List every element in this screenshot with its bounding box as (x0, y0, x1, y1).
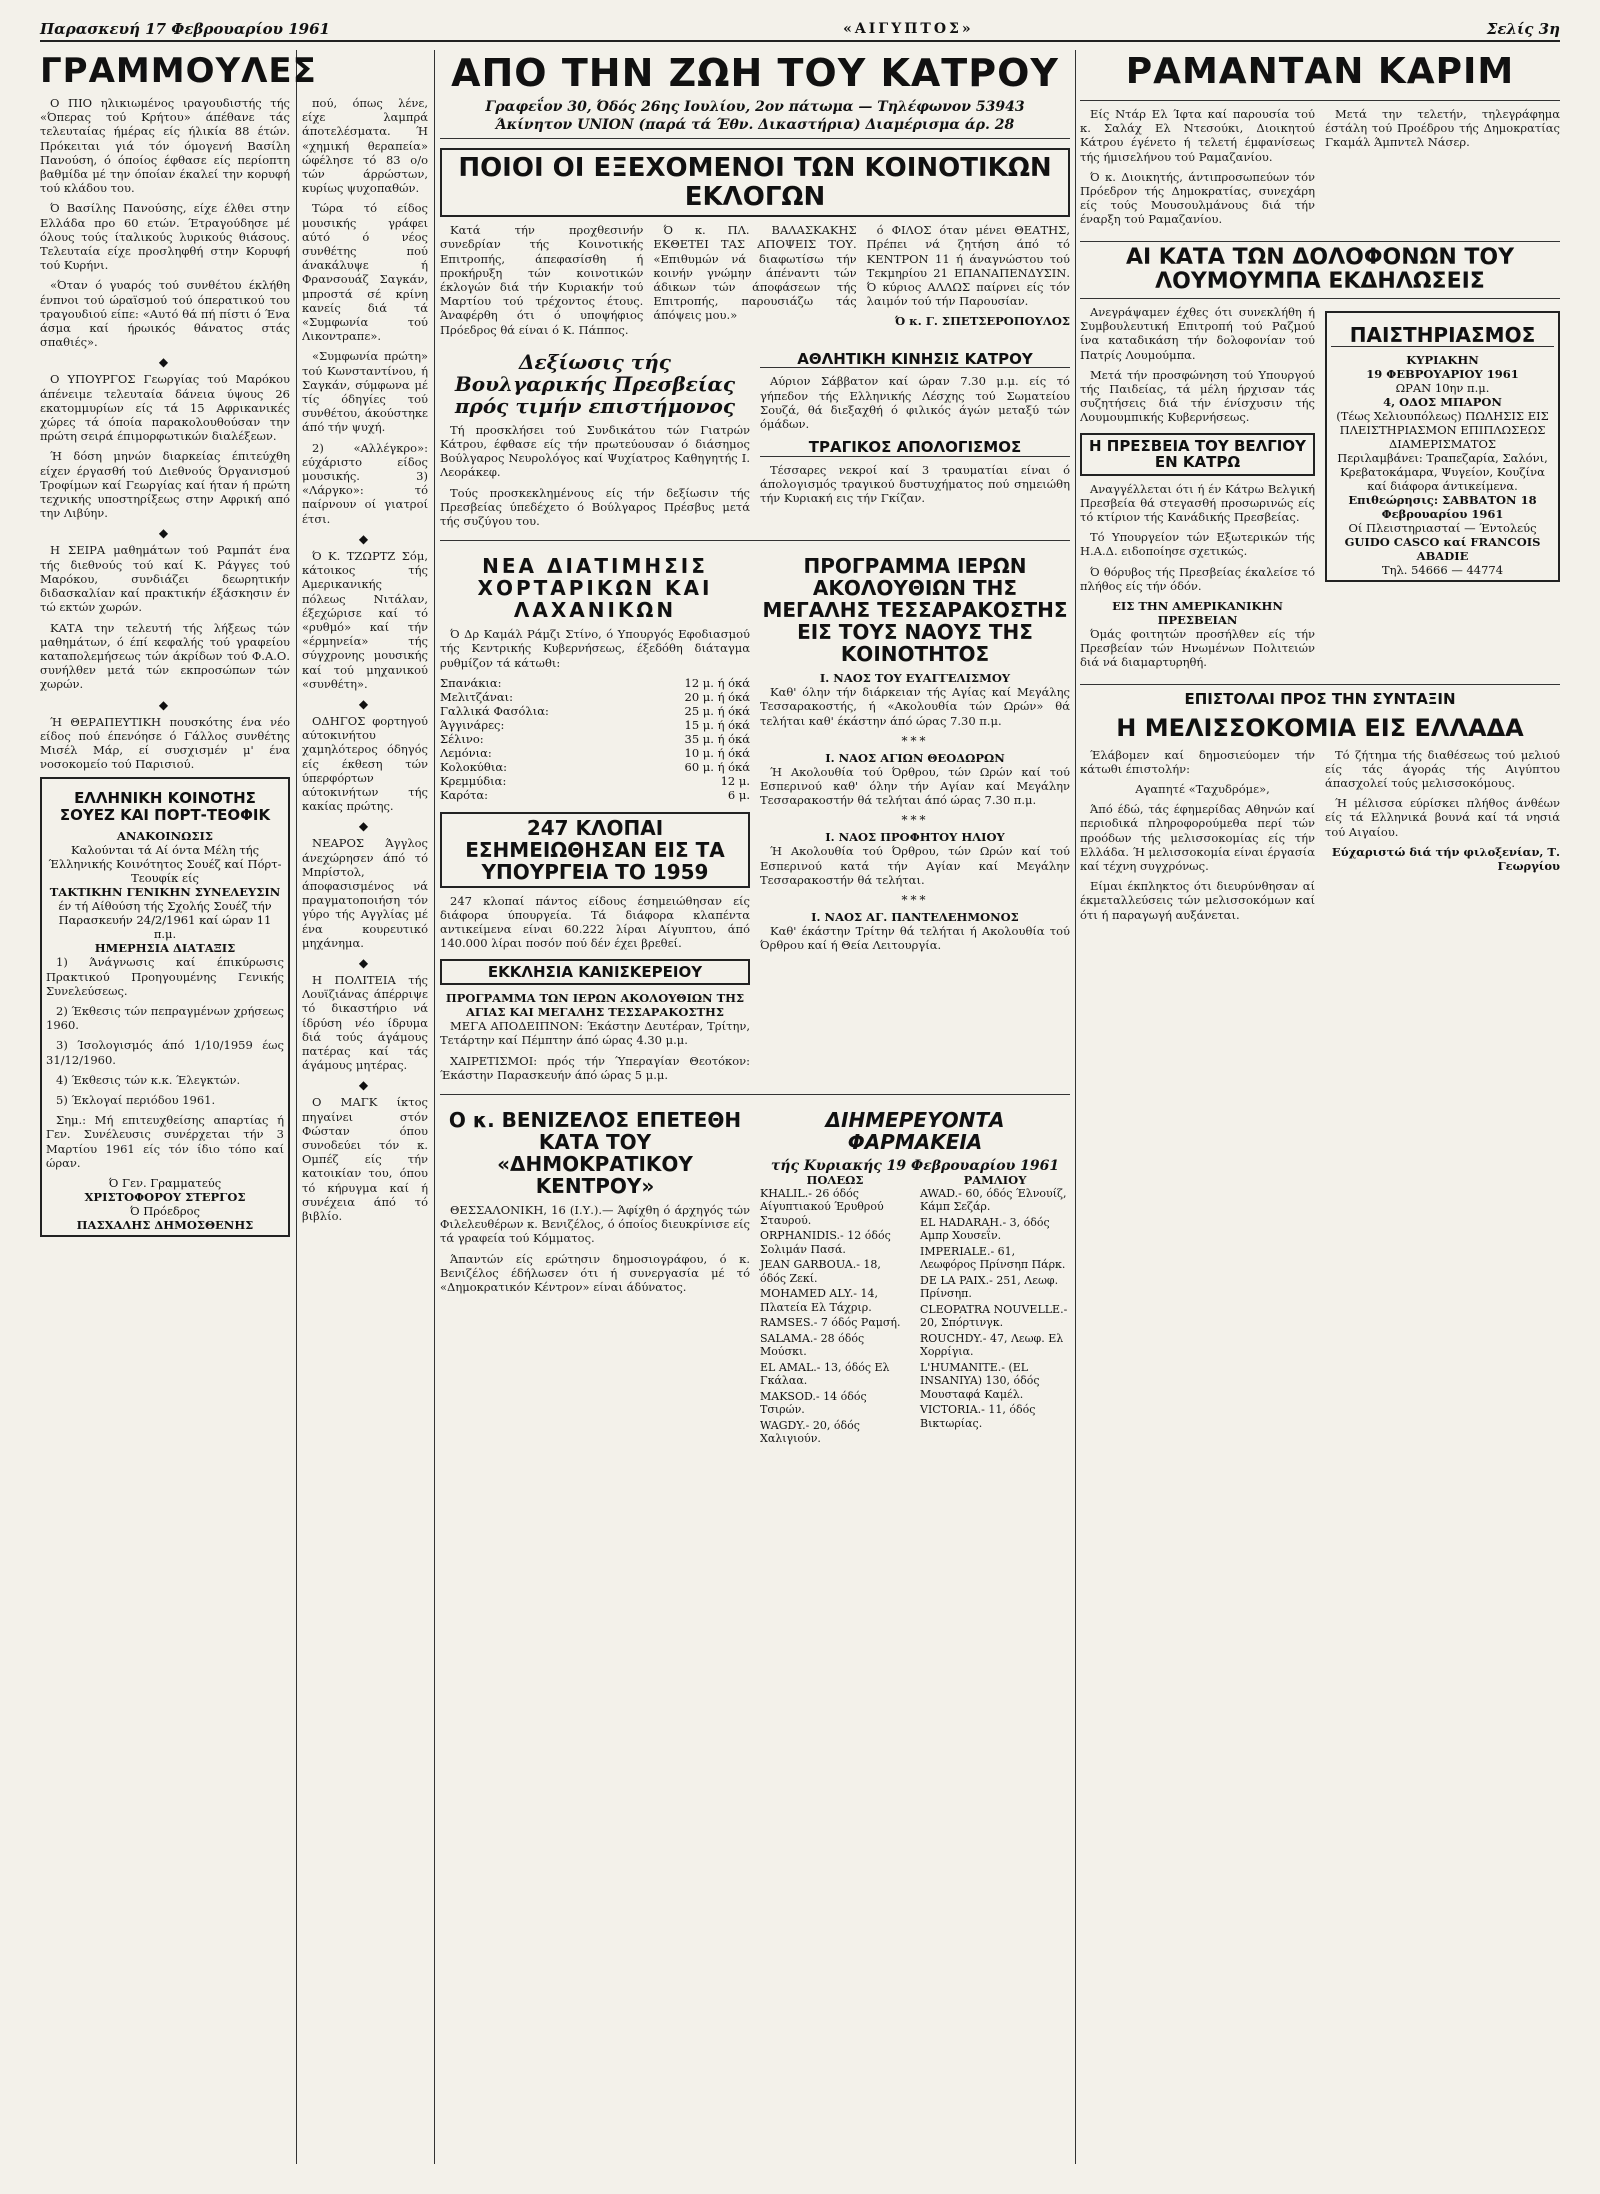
notice-assembly: ΤΑΚΤΙΚΗΝ ΓΕΝΙΚΗΝ ΣΥΝΕΛΕΥΣΙΝ (49, 885, 281, 900)
article-paragraph: ΝΕΑΡΟΣ Άγγλος άνεχώρησεν άπό τό Μπρίστολ, άποφασισμένος νά πραγματοποιήση τόν γύρο τής Αγγλίας μέ ένα κουρευτικό μηχάνημα. (302, 836, 428, 950)
article-paragraph: ΧΑΙΡΕΤΙΣΜΟΙ: πρός τήν Ύπεραγίαν Θεοτόκον: Έκάστην Παρασκευήν άπό ώρας 5 μ.μ. (440, 1053, 750, 1082)
price-value: 6 μ. (727, 787, 750, 802)
story-row-venizelos (440, 1101, 1070, 1448)
article-paragraph: Ό θόρυβος τής Πρεσβείας έκαλείσε τό πλήθος είς τήν όδόν. (1080, 564, 1315, 593)
column-grammoules-cont (302, 96, 428, 2164)
price-row (440, 718, 750, 732)
church-title: ΕΚΚΛΗΣΙΑ ΚΑΝΙΣΚΕΡΕΙΟΥ (440, 959, 750, 986)
pharmacies-area: ΡΑΜΛΙΟΥ (963, 1172, 1027, 1187)
price-row (440, 746, 750, 760)
article-paragraph: Ό Βασίλης Πανούσης, είχε έλθει στην Ελλάδα προ 60 ετών. Έτραγούδησε μέ όλους τούς ίταλικούς λυρικούς θιάσους. Τελευταία είχε προσληφθή στην Κορυφή τού Κυρήνι. (40, 201, 290, 273)
lenten-section: Ι. ΝΑΟΣ ΑΓΙΩΝ ΘΕΟΔΩΡΩΝ (825, 750, 1005, 765)
article-paragraph: Η ΠΟΛΙΤΕΙΑ τής Λουϊζιάνας άπέρριψε τό δικαστήριο νά ίδρύση νέο ίδρυμα διά τούς άγάμους πατέρας καί τάς άγάμους μητέρας. (302, 972, 428, 1073)
price-item: Άγγινάρες: (440, 717, 505, 732)
article-paragraph: Τό Υπουργείον τών Εξωτερικών τής Η.Α.Δ. ειδοποίησε σχετικώς. (1080, 530, 1315, 559)
price-row (440, 788, 750, 802)
pharmacies-subtitle: τής Κυριακής 19 Φεβρουαρίου 1961 (770, 1157, 1060, 1174)
article-paragraph: πού, όπως λένε, είχε λαμπρά άποτελέσματα. Ή «χημική θεραπεία» ώφέλησε τό 83 ο/ο τών άρρώστων, κυρίως ψυχοπαθών. (302, 96, 428, 196)
pharmacy-entry: ORPHANIDIS.- 12 όδός Σολιμάν Πασά. (760, 1229, 891, 1256)
price-row (440, 774, 750, 788)
pharmacy-entry: VICTORIA.- 11, όδός Βικτωρίας. (920, 1403, 1036, 1430)
notice-body: Καλούνται τά Αί όντα Μέλη τής Έλληνικής Κοινότητος Σουέζ καί Πόρτ-Τεουφίκ είς (48, 843, 282, 886)
notice-when: έν τή Αίθούση τής Σχολής Σουέζ τήν Παρασκευήν 24/2/1961 καί ώραν 11 π.μ. (58, 899, 272, 942)
article-paragraph: Έλάβομεν καί δημοσιεύομεν τήν κάτωθι έπιστολήν: (1080, 747, 1315, 776)
auction-address: 4, ΟΔΟΣ ΜΠΑΡΟΝ (1383, 395, 1502, 409)
auction-title: ΠΑΙΣΤΗΡΙΑΣΜΟΣ (1331, 324, 1554, 347)
pharmacy-entry: WAGDY.- 20, όδός Χαλιγιούν. (760, 1418, 860, 1446)
pharmacy-entry: AWAD.- 60, όδός Έλνουίζ, Κάμπ Σεζάρ. (920, 1186, 1067, 1214)
price-row (440, 704, 750, 718)
auction-auctioneers: GUIDO CASCO καί FRANCOIS ABADIE (1344, 535, 1541, 563)
notice-signer: ΧΡΙΣΤΟΦΟΡΟΥ ΣΤΕΡΓΟΣ (84, 1189, 246, 1204)
notice-note: Σημ.: Μή επιτευχθείσης απαρτίας ή Γεν. Συνέλευσις συνέρχεται τήν 3 Μαρτίου 1961 είς τόν ίδιο τόπο καί ώραν. (46, 1113, 284, 1170)
auction-time: ΩΡΑΝ 10ην π.μ. (1395, 381, 1490, 395)
pharmacy-entry: SALAMA.- 28 όδός Μούσκι. (760, 1331, 865, 1359)
prices-intro: Ό Δρ Καμάλ Ράμζι Στίνο, ό Υπουργός Εφοδιασμού τής Κεντρικής Κυβερνήσεως, έξεδόθη διάταγμα ρυθμίζον τά κάτωθι: (440, 627, 750, 670)
article-paragraph: ΚΑΤΑ την τελευτή τής λήξεως τών μαθημάτων, ό έπί κεφαλής τού γραφείου καταπολεμήσεως τών άκρίδων τού Φ.Α.Ο. συνήλθεν μετά τών εκπροσώπων τών χωρών. (40, 620, 290, 692)
office-address (440, 98, 1070, 139)
page-number: Σελίς 3η (1486, 20, 1560, 38)
notice-signed-label: Ό Πρόεδρος (130, 1203, 200, 1218)
separator-ornament: ◆ (358, 531, 372, 546)
price-item: Γαλλικά Φασόλια: (440, 703, 549, 718)
article-paragraph: ΘΕΣΣΑΛΟΝΙΚΗ, 16 (Ι.Υ.).— Άφίχθη ό άρχηγός τών Φιλελευθέρων κ. Βενιζέλος, ό όποίος διευκρίνισε είς τά γραφεία τού Κόμματος. (440, 1202, 750, 1246)
masthead: «ΑΙΓΥΠΤΟΣ» (843, 21, 974, 37)
article-paragraph: Τούς προσκεκλημένους είς τήν δεξίωσιν τής Πρεσβείας ύπεδέχετο ό Βούλγαρος Πρέσβυς μετά τής συζύγου του. (440, 485, 750, 529)
agenda-item: 1) Άνάγνωσις καί έπικύρωσις Πρακτικού Προηγουμένης Γενικής Συνελεύσεως. (46, 955, 284, 998)
price-item: Σπανάκια: (440, 675, 502, 690)
sports-subhead: ΑΘΛΗΤΙΚΗ ΚΙΝΗΣΙΣ ΚΑΤΡΟΥ (760, 351, 1070, 369)
story-elections-body (440, 223, 1070, 343)
article-paragraph: «Όταν ό γυαρός τού συνθέτου έκλήθη ένπνοι τού ώραϊσμού τού όπερατικού του τραγουδιού είπε: «Αυτό θά πή πίστι ό Ένα άσμα καί ήρωικός θάνατος στάς σπαθιές». (40, 278, 290, 350)
pharmacy-entry: EL AMAL.- 13, όδός Ελ Γκάλαα. (760, 1360, 890, 1388)
pharmacies-lists (760, 1173, 1070, 1448)
separator-ornament: ◆ (358, 1078, 372, 1093)
column-rule (434, 50, 435, 2164)
price-value: 15 μ. ή όκά (684, 717, 750, 732)
article-paragraph: Όμάς φοιτητών προσήλθεν είς τήν Πρεσβείαν τών Ηνωμένων Πολιτειών διά νά διαμαρτυρηθή. (1080, 627, 1315, 670)
article-paragraph: ό ΦΙΛΟΣ όταν μένει ΘΕΑΤΗΣ, Πρέπει νά ζητήση άπό τό ΚΕΝΤΡΟΝ 11 ή άναγνώστου τού Τεκμηρίου 21 ΕΠΑΝΑΠΕΝΔΥΣΙΝ. Ό κύριος ΑΛΛΩΣ παίρνει είς τόν λαιμόν τού τήν Παρουσίαν. (866, 223, 1070, 309)
article-paragraph: Ή μέλισσα εύρίσκει πλήθος άνθέων είς τά Ελληνικά βουνά καί τά νησιά τού Αιγαίου. (1325, 796, 1560, 839)
article-paragraph: 247 κλοπαί πάντος είδους έσημειώθησαν είς διάφορα ύπουργεία. Τά διάφορα κλαπέντα αντικείμενα είναι 60.222 λίραι Αίγυπτου, άπό 140.000 λίραι ποσόν πού δέν έχει βρεθεί. (440, 893, 750, 951)
article-paragraph: Τώρα τό είδος μουσικής γράφει αύτό ό νέος συνθέτης πού άνακάλυψε ή Φρανσουάζ Σαγκάν, μπροστά σέ κρίνη κανείς διά τά «Συμφωνία τού Λικοντραπε». (302, 201, 428, 344)
community-notice (40, 777, 290, 1237)
article-paragraph: Ή Ακολουθία τού Όρθρου, τών Ωρών καί τού Εσπερινού καθ' όλην τήν Αγίαν καί Μεγάλην Τεσσαρακοστήν θά τελήται άπό ώρας 7.30 π.μ. (760, 764, 1070, 808)
article-paragraph: Καθ' όλην τήν διάρκειαν τής Αγίας καί Μεγάλης Τεσσαρακοστής, ή «Ακολουθία τών Ωρών» θά τελήται καθ' έκάστην άπό ώρας 7.30 π.μ. (760, 685, 1070, 728)
price-value: 12 μ. (720, 773, 750, 788)
price-value: 25 μ. ή όκά (684, 703, 750, 718)
price-value: 20 μ. ή όκά (684, 689, 750, 704)
story-reception-title: Δεξίωσις τής Βουλγαρικής Πρεσβείας πρός τιμήν επιστήμονος (454, 349, 736, 418)
letter-salutation: Αγαπητέ «Ταχυδρόμε», (1135, 781, 1270, 796)
column-katrou (440, 146, 1070, 2164)
article-paragraph: Η ΣΕΙΡΑ μαθημάτων τού Ραμπάτ ένα τής διεθνούς τού καί Κ. Ράγγες τού Μαρόκου, συνδιάζει δεωρητικήν διδασκαλίαν καί πρακτικήν έξάσκησιν έν τώ εκτών χωρών. (40, 543, 290, 615)
auction-desc: (Τέως Χελιουπόλεως) ΠΩΛΗΣΙΣ ΕΙΣ ΠΛΕΙΣΤΗΡΙΑΣΜΟΝ ΕΠΙΠΛΩΣΕΩΣ ΔΙΑΜΕΡΙΣΜΑΤΟΣ (1336, 409, 1549, 451)
pharmacy-entry: DE LA PAIX.- 251, Λεωφ. Πρίνσηπ. (920, 1273, 1059, 1301)
lenten-section: Ι. ΝΑΟΣ ΤΟΥ ΕΥΑΓΓΕΛΙΣΜΟΥ (819, 671, 1011, 686)
article-paragraph: Ή Ακολουθία τού Όρθρου, τών Ωρών καί τού Εσπερινού κατά τήν Αγίαν καί Μεγάλην Τεσσαρακοστήν θά τελήται. (760, 844, 1070, 887)
running-head (40, 18, 1560, 42)
ramadan-body (1080, 107, 1560, 233)
notice-title: ΕΛΛΗΝΙΚΗ ΚΟΙΝΟΤΗΣ ΣΟΥΕΖ ΚΑΙ ΠΟΡΤ-ΤΕΟΦΙΚ (59, 789, 271, 824)
article-paragraph: Άπό έδώ, τάς έφημερίδας Αθηνών καί περιοδικά πληροφορούμεθα περί τών προόδων τής μελισσοκομίας είς τήν Ελλάδα. Ή μελισσοκομία είναι έργασία καί τέχνη συγχρόνως. (1080, 802, 1315, 873)
price-row (440, 760, 750, 774)
separator-ornament: *** (901, 813, 929, 828)
agenda-item: 4) Έκθεσις τών κ.κ. Έλεγκτών. (56, 1072, 241, 1087)
separator-ornament: *** (901, 733, 929, 748)
price-item: Μελιτζάναι: (440, 689, 514, 704)
venizelos-title: Ο κ. ΒΕΝΙΖΕΛΟΣ ΕΠΕΤΕΘΗ ΚΑΤΑ ΤΟΥ «ΔΗΜΟΚΡΑΤΙΚΟΥ ΚΕΝΤΡΟΥ» (448, 1107, 742, 1198)
accident-subhead: ΤΡΑΓΙΚΟΣ ΑΠΟΛΟΓΙΣΜΟΣ (760, 439, 1070, 457)
pharmacy-entry: MOHAMED ALY.- 14, Πλατεία Ελ Τάχριρ. (760, 1287, 879, 1314)
lumumba-title: ΑΙ ΚΑΤΑ ΤΩΝ ΔΟΛΟΦΟΝΩΝ ΤΟΥ ΛΟΥΜΟΥΜΠΑ ΕΚΔΗΛΩΣΕΙΣ (1080, 241, 1560, 299)
article-paragraph: Ο ΥΠΟΥΡΓΟΣ Γεωργίας τού Μαρόκου άπένειμε τελευταία δάνεια ύψους 26 εκατομμυρίων είς τά 15 Αφρικανικές χώρες τά όποία παρακολουθούσαν την πρώτη σειρά έπιμορφωτικών διαλέξεων. (40, 372, 290, 444)
column-grammoules (40, 96, 290, 2164)
auction-inspection: Επιθεώρησις: ΣΑΒΒΑΤΟΝ 18 Φεβρουαρίου 1961 (1348, 493, 1537, 521)
article-paragraph: Ο ΠΙΟ ηλικιωμένος ιραγουδιστής τής «Όπερας τού Κρήτου» άπέθανε τάς τελευταίας ήμέρας είς ήλικία 88 έτών. Πρόκειται γιά τόν όμογενή Βασίλη Πανούση, ό όποίος έφθασε είς περίοπτη βαθμίδα μέ την όποίαν έκαλεί την κορυφή τού κλάδου του. (40, 96, 290, 196)
column-ramadan (1080, 100, 1560, 2164)
divider (440, 1094, 1070, 1095)
pharmacies-area: ΠΟΛΕΩΣ (806, 1172, 864, 1187)
church-subtitle: ΠΡΟΓΡΑΜΜΑ ΤΩΝ ΙΕΡΩΝ ΑΚΟΛΟΥΘΙΩΝ ΤΗΣ ΑΓΙΑΣ ΚΑΙ ΜΕΓΑΛΗΣ ΤΕΣΣΑΡΑΚΟΣΤΗΣ (445, 991, 745, 1020)
lumumba-body (1080, 305, 1560, 676)
article-paragraph: 2) «Αλλέγκρο»: εύχάριστο είδος μουσικής. 3) «Λάργκο»: τό παίρνουν οί γιατροί έτσι. (302, 440, 428, 526)
price-item: Σέλινο: (440, 731, 484, 746)
separator-ornament: ◆ (158, 697, 172, 712)
story-row-prices (440, 547, 1070, 1088)
article-paragraph: Είμαι έκπληκτος ότι διευρύνθησαν αί έκμεταλλεύσεις τών μελισσοκόμων καί ότι ή παραγωγή αυξάνεται. (1080, 879, 1315, 922)
agenda-item: 5) Έκλογαί περιόδου 1961. (56, 1092, 216, 1107)
article-paragraph: Αύριον Σάββατον καί ώραν 7.30 μ.μ. είς τό γήπεδον τής Ελληνικής Λέσχης τού Σωματείου Σουζά, θά διεξαχθή ό φιλικός άγών μεταξύ τών όμάδων. (760, 374, 1070, 431)
price-value: 12 μ. ή όκά (684, 675, 750, 690)
price-item: Κρεμμύδια: (440, 773, 507, 788)
auction-phone: Τηλ. 54666 — 44774 (1381, 563, 1504, 577)
separator-ornament: ◆ (358, 819, 372, 834)
letters-title: ΕΠΙΣΤΟΛΑΙ ΠΡΟΣ ΤΗΝ ΣΥΝΤΑΞΙΝ (1080, 684, 1560, 708)
notice-agenda-title: ΗΜΕΡΗΣΙΑ ΔΙΑΤΑΞΙΣ (94, 941, 236, 956)
agenda-item: 3) Ίσολογισμός άπό 1/10/1959 έως 31/12/1960. (46, 1038, 284, 1067)
separator-ornament: ◆ (358, 955, 372, 970)
notice-signer: ΠΑΣΧΑΛΗΣ ΔΗΜΟΣΘΕΝΗΣ (76, 1217, 254, 1232)
article-paragraph: ΜΕΓΑ ΑΠΟΔΕΙΠΝΟΝ: Έκάστην Δευτέραν, Τρίτην, Τετάρτην καί Πέμπτην άπό ώρας 4.30 μ.μ. (440, 1019, 750, 1048)
article-paragraph: Ή ΘΕΡΑΠΕΥΤΙΚΗ πουσκότης ένα νέο είδος πού έπενόησε ό Γάλλος συνθέτης Μισέλ Μάρ, εί συσχισμέν μ' ένα νοσοκομείο τού Παρισιού. (40, 714, 290, 772)
price-value: 10 μ. ή όκά (684, 745, 750, 760)
issue-date: Παρασκευή 17 Φεβρουαρίου 1961 (40, 20, 330, 38)
price-item: Λεμόνια: (440, 745, 492, 760)
article-paragraph: Κατά τήν προχθεσινήν συνεδρίαν τής Κοινοτικής Επιτροπής, άπεφασίσθη ή προκήρυξη τών κοινοτικών έκλογών διά τήν Κυριακήν τού Μαρτίου τού τρέχοντος έτους. Άναφέρθη ότι ό υποψήφιος Πρόεδρος θά είναι ό Κ. Πάππος. (440, 223, 644, 337)
price-value: 35 μ. ή όκά (684, 731, 750, 746)
article-paragraph: Τή προσκλήσει τού Συνδικάτου τών Γιατρών Κάτρου, έφθασε είς τήν πρωτεύουσαν ό διάσημος Βούλγαρος Νευρολόγος καί Ψυχίατρος Καθηγητής Ι. Λεοράκεφ. (440, 422, 750, 480)
headline-ramadan: ΡΑΜΑΝΤΑΝ ΚΑΡΙΜ (1125, 51, 1515, 92)
thefts-title: 247 ΚΛΟΠΑΙ ΕΣΗΜΕΙΩΘΗΣΑΝ ΕΙΣ ΤΑ ΥΠΟΥΡΓΕΙΑ ΤΟ 1959 (440, 812, 750, 888)
pharmacy-entry: IMPERIALE.- 61, Λεωφόρος Πρίνσηπ Πάρκ. (920, 1244, 1066, 1272)
pharmacies-title: ΔΙΗΜΕΡΕΥΟΝΤΑ ΦΑΡΜΑΚΕΙΑ (825, 1107, 1005, 1154)
article-paragraph: Ή δόση μηνών διαρκείας έπιτεύχθη είχεν έργασθή τού Διεθνούς Όργανισμού Τροφίμων καί Γεωργίας καί ήταν ή πρώτη τεχνικής υποστηρίξεως στην Αφρική από την Λιβύην. (40, 449, 290, 521)
pharmacy-entry: MAKSOD.- 14 όδός Τσιρών. (760, 1389, 867, 1417)
price-value: 60 μ. ή όκά (684, 759, 750, 774)
separator-ornament: ◆ (158, 355, 172, 370)
pharmacy-entry: L'HUMANITE.- (EL INSANIYA) 130, όδός Μουσταφά Καμέλ. (920, 1360, 1040, 1401)
article-paragraph: Άπαντών είς ερώτησιν δημοσιογράφου, ό κ. Βενιζέλος έδήλωσεν ότι ή συνεργασία μέ τό «Δημοκρατικόν Κέντρον» είναι άδύνατος. (440, 1251, 750, 1294)
article-paragraph: Αναγγέλλεται ότι ή έν Κάτρω Βελγική Πρεσβεία θά στεγασθή προσωρινώς είς τό κτίριον τής Κανάδικής Πρεσβείας. (1080, 481, 1315, 525)
headline-grammoules: ΓΡΑΜΜΟΥΛΕΣ (40, 51, 317, 91)
prices-title: ΝΕΑ ΔΙΑΤΙΜΗΣΙΣ ΧΟΡΤΑΡΙΚΩΝ ΚΑΙ ΛΑΧΑΝΙΚΩΝ (477, 554, 713, 623)
address-line: Γραφεΐον 30, Όδός 26ης Ιουλίου, 2ον πάτωμα — Τηλέφωνον 53943 (485, 99, 1025, 115)
notice-signed-label: Ό Γεν. Γραμματεύς (108, 1175, 222, 1190)
pharmacy-entry: CLEOPATRA NOUVELLE.- 20, Σπόρτινγκ. (920, 1302, 1068, 1330)
headline-zoi-katrou: ΑΠΟ ΤΗΝ ΖΩΗ ΤΟΥ ΚΑΤΡΟΥ (451, 51, 1059, 95)
auction-day: ΚΥΡΙΑΚΗΝ (1406, 353, 1479, 367)
lenten-title: ΠΡΟΓΡΑΜΜΑ ΙΕΡΩΝ ΑΚΟΛΟΥΘΙΩΝ ΤΗΣ ΜΕΓΑΛΗΣ ΤΕΣΣΑΡΑΚΟΣΤΗΣ ΕΙΣ ΤΟΥΣ ΝΑΟΥΣ ΤΗΣ ΚΟΙΝΟΤΗΤΟΣ (762, 554, 1068, 667)
beekeeping-body (1080, 748, 1560, 928)
pharmacy-entry: ROUCHDY.- 47, Λεωφ. Ελ Χορρίγια. (920, 1331, 1064, 1359)
column-rule (1075, 50, 1076, 2164)
article-paragraph: Μετά τήν προσφώνηση τού Υπουργού τής Παιδείας, τά μέλη ήρχισαν τάς συζητήσεις διά τήν ένίσχυσιν τής Λουμουμπικής Κυβερνήσεως. (1080, 367, 1315, 425)
american-embassy-subhead: ΕΙΣ ΤΗΝ ΑΜΕΡΙΚΑΝΙΚΗΝ ΠΡΕΣΒΕΙΑΝ (1112, 599, 1283, 628)
article-signature: Ό κ. Γ. ΣΠΕΤΣΕΡΟΠΟΥΛΟΣ (894, 314, 1070, 329)
article-paragraph: «Συμφωνία πρώτη» τού Κωνσταντίνου, ή Σαγκάν, σύμφωνα μέ τίς όδηγίες τού συνθέτου, άκούστηκε άπό τήν ψυχή. (302, 349, 428, 435)
story-row-embassy (440, 343, 1070, 534)
price-row (440, 690, 750, 704)
auction-sign: Οί Πλειστηριασταί — Έντολεύς (1348, 521, 1537, 535)
divider (440, 540, 1070, 541)
beekeeping-title: Η ΜΕΛΙΣΣΟΚΟΜΙΑ ΕΙΣ ΕΛΛΑΔΑ (1116, 714, 1524, 743)
address-line: Άκίνητον UNION (παρά τά Έθν. Δικαστήρια) Διαμέρισμα άρ. 28 (495, 117, 1015, 134)
belgian-embassy-title: Η ΠΡΕΣΒΕΙΑ ΤΟΥ ΒΕΛΓΙΟΥ ΕΝ ΚΑΤΡΩ (1080, 433, 1315, 476)
separator-ornament: ◆ (358, 696, 372, 711)
article-paragraph: Ό κ. ΠΛ. ΒΑΛΑΣΚΑΚΗΣ ΕΚΘΕΤΕΙ ΤΑΣ ΑΠΟΨΕΙΣ ΤΟΥ. «Επιθυμών νά διαφωτίσω τήν κοινήν γνώμην άπέναντι τών άδικων τών άποφάσεων τής Επιτροπής, παρουσιάζω τάς άπόψεις μου.» (653, 223, 857, 323)
article-paragraph: Καθ' έκάστην Τρίτην θά τελήται ή Ακολουθία τού Όρθρου καί ή Θεία Λειτουργία. (760, 924, 1070, 953)
auction-items: Περιλαμβάνει: Τραπεζαρία, Σαλόνι, Κρεβατοκάμαρα, Ψυγείον, Κουζίνα καί διάφορα άντικείμενα. (1337, 451, 1548, 493)
lenten-section: Ι. ΝΑΟΣ ΠΡΟΦΗΤΟΥ ΗΛΙΟΥ (825, 830, 1005, 845)
column-rule (296, 50, 297, 2164)
story-elections-title: ΠΟΙΟΙ ΟΙ ΕΞΕΧΟΜΕΝΟΙ ΤΩΝ ΚΟΙΝΟΤΙΚΩΝ ΕΚΛΟΓΩΝ (440, 148, 1070, 217)
pharmacy-entry: EL HADARAH.- 3, όδός Αμπρ Χουσεΐν. (920, 1215, 1050, 1243)
article-paragraph: Ο ΜΑΓΚ ίκτος πηγαίνει στόν Φώσταν όπου συνοδεύει τόν κ. Ομπέζ είς τήν κατοικίαν του, όπου τό κήρυγμα καί ή συνέχεια άπό τό βιβλίο. (302, 1095, 428, 1224)
agenda-item: 2) Έκθεσις τών πεπραγμένων χρήσεως 1960. (46, 1003, 284, 1033)
article-paragraph: Ανεγράψαμεν έχθες ότι συνεκλήθη ή Συμβουλευτική Επιτροπή τού Ραζμού ίνα καταδικάση τήν δολοφονίαν τού Πατρίς Λουμούμπα. (1080, 305, 1315, 362)
separator-ornament: ◆ (158, 526, 172, 541)
price-item: Καρότα: (440, 787, 489, 802)
article-paragraph: Τέσσαρες νεκροί καί 3 τραυματίαι είναι ό άπολογισμός τραγικού δυστυχήματος πού σημειώθη τήν Κυριακή εις τήν Γκίζαν. (760, 462, 1070, 506)
article-paragraph: Μετά την τελετήν, τηλεγράφημα έστάλη τού Προέδρου τής Δημοκρατίας Γκαμάλ Άμπντελ Νάσερ. (1325, 107, 1560, 150)
notice-subtitle: ΑΝΑΚΟΙΝΩΣΙΣ (116, 829, 214, 844)
price-item: Κολοκύθια: (440, 759, 507, 774)
letter-signature: Εύχαριστώ διά τήν φιλοξενίαν, Τ. Γεωργίου (1331, 844, 1560, 873)
price-row (440, 732, 750, 746)
article-paragraph: Ό κ. Διοικητής, άντιπροσωπεύων τόν Πρόεδρον τής Δημοκρατίας, συνεχάρη είς τούς Μουσουλμάνους διά τήν έναρξη τού Ραμαζανίου. (1080, 169, 1315, 227)
price-row (440, 676, 750, 690)
auction-date: 19 ΦΕΒΡΟΥΑΡΙΟΥ 1961 (1366, 367, 1519, 381)
pharmacy-entry: RAMSES.- 7 όδός Ραμσή. (760, 1316, 901, 1330)
article-paragraph: Τό ζήτημα τής διαθέσεως τού μελιού είς τάς άγοράς τής Αιγύπτου άπασχολεί τούς μελισσοκόμους. (1325, 747, 1560, 790)
pharmacy-entry: KHALIL.- 26 όδός Αίγυπτιακού Έρυθρού Σταυρού. (760, 1186, 884, 1227)
separator-ornament: *** (901, 893, 929, 908)
auction-notice (1325, 311, 1560, 582)
article-paragraph: ΟΔΗΓΟΣ φορτηγού αύτοκινήτου χαμηλότερος όδηγός είς έκθεση τών ύπερφόρτων αύτοκινήτων τής κακίας πρώτης. (302, 713, 428, 814)
article-paragraph: Είς Ντάρ Ελ Ίφτα καί παρουσία τού κ. Σαλάχ Ελ Ντεσούκι, Διοικητού Κάτρου έγένετο ή τελετή έμφανίσεως τής ήμισελήνου τού Ραμαζανίου. (1080, 107, 1315, 164)
pharmacy-entry: JEAN GARBOUA.- 18, όδός Ζεκί. (760, 1258, 881, 1285)
lenten-section: Ι. ΝΑΟΣ ΑΓ. ΠΑΝΤΕΛΕΗΜΟΝΟΣ (811, 910, 1019, 925)
article-paragraph: Ό Κ. ΤΖΩΡΤΖ Σόμ, κάτοικος τής Αμερικανικής πόλεως Νιτάλαν, έξεχώρισε καί τό «ρυθμό» καί τήν «έρμηνεία» τής σύγχρονης μουσικής καί τού μηχανικού «συνθέτη». (302, 548, 428, 691)
